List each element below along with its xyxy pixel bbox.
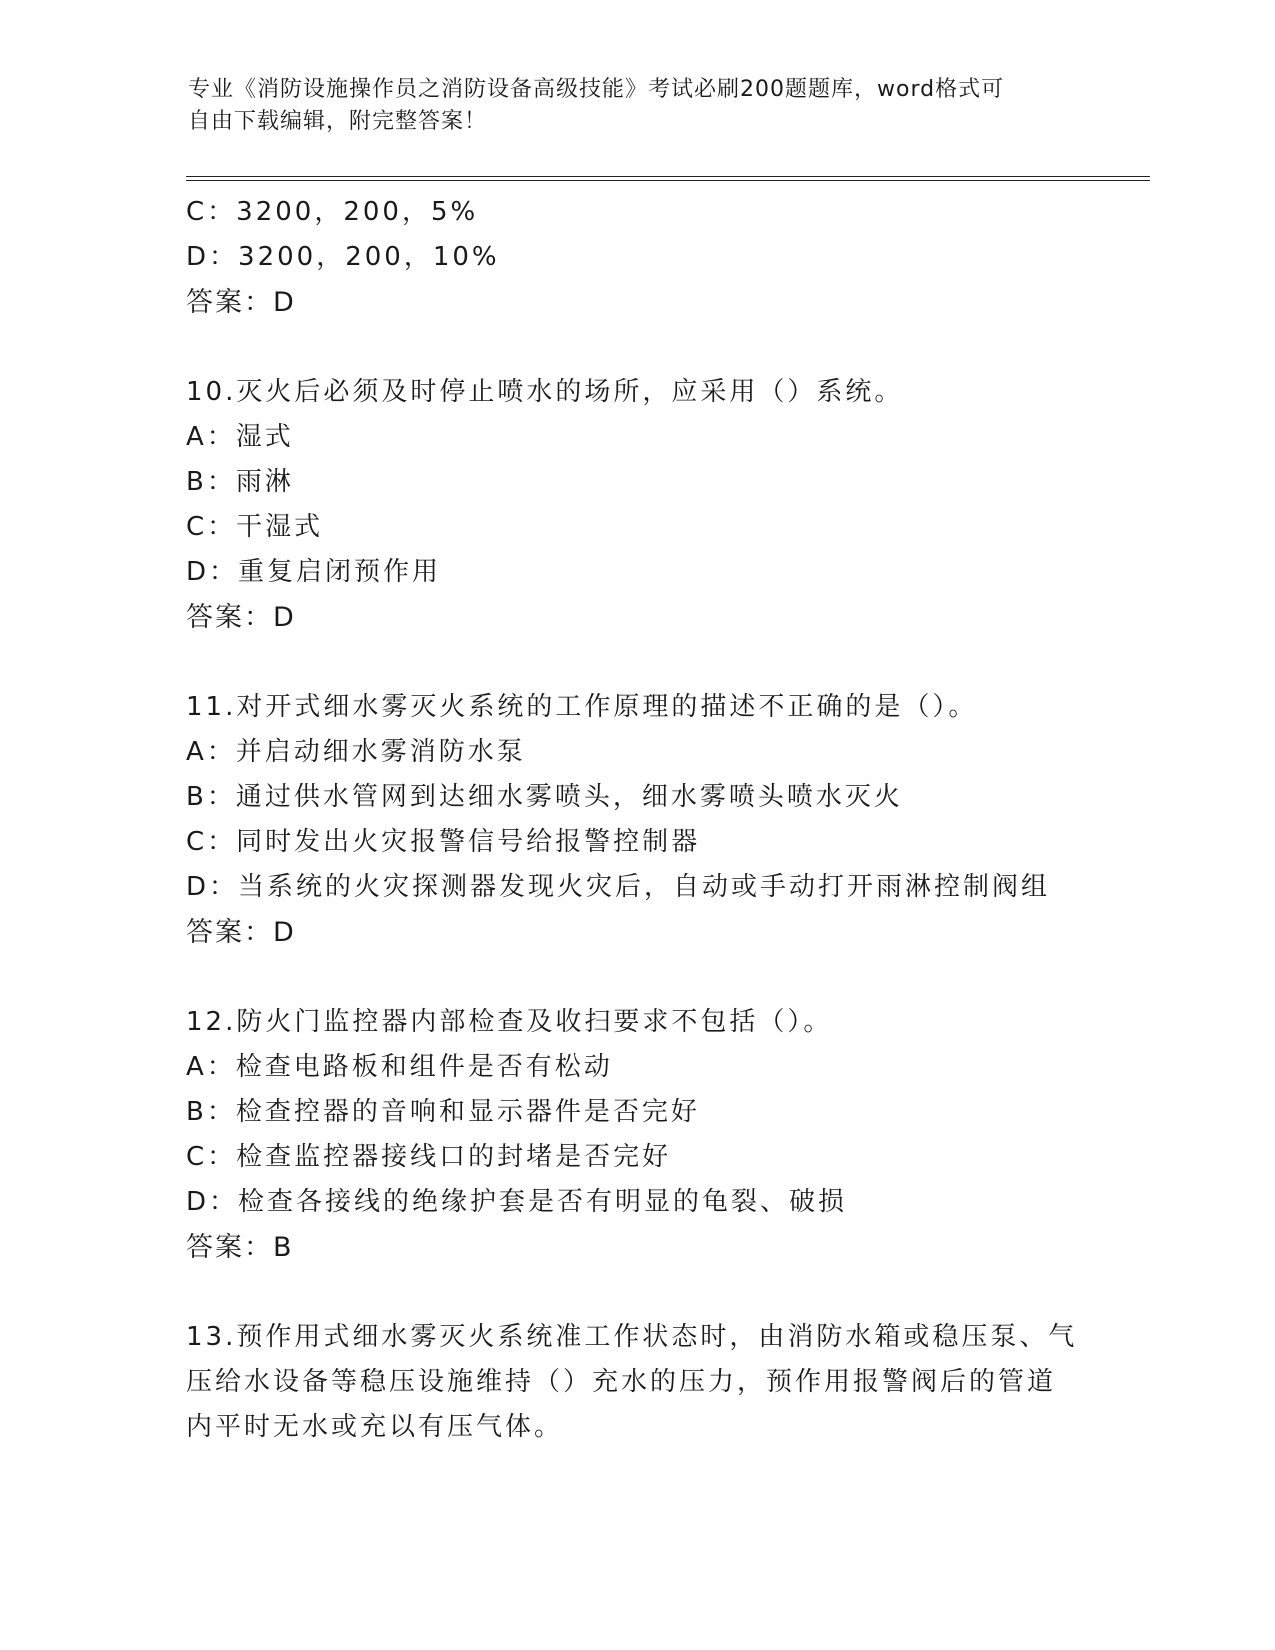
question-stem: 10.灭火后必须及时停止喷水的场所，应采用（）系统。 — [186, 377, 904, 407]
question-11 — [186, 685, 1086, 955]
document-body — [186, 190, 1086, 1450]
option-a: A：检查电路板和组件是否有松动 — [186, 1052, 613, 1082]
option-c: C：检查监控器接线口的封堵是否完好 — [186, 1142, 672, 1172]
spacer — [186, 325, 1086, 370]
answer-line: 答案：D — [186, 602, 296, 633]
header-divider-top — [186, 176, 1150, 177]
header-title-line-2: 自由下载编辑，附完整答案！ — [188, 109, 488, 134]
option-d: D：3200，200，10% — [186, 242, 500, 272]
prev-question — [186, 190, 1086, 325]
question-stem-line-2: 压给水设备等稳压设施维持（）充水的压力，预作用报警阀后的管道 — [186, 1367, 1057, 1397]
option-b: B：通过供水管网到达细水雾喷头，细水雾喷头喷水灭火 — [186, 782, 903, 812]
option-d: D：重复启闭预作用 — [186, 557, 442, 587]
header-title-line-1: 专业《消防设施操作员之消防设备高级技能》考试必刷200题题库，word格式可 — [188, 77, 1005, 102]
answer-line: 答案：D — [186, 287, 296, 318]
page-header — [188, 74, 1068, 138]
question-10 — [186, 370, 1086, 640]
option-c: C：同时发出火灾报警信号给报警控制器 — [186, 827, 701, 857]
question-13 — [186, 1315, 1086, 1450]
option-b: B：雨淋 — [186, 467, 294, 497]
spacer — [186, 955, 1086, 1000]
option-d: D：当系统的火灾探测器发现火灾后，自动或手动打开雨淋控制阀组 — [186, 872, 1051, 902]
spacer — [186, 1270, 1086, 1315]
header-divider-bottom — [186, 180, 1150, 181]
question-12 — [186, 1000, 1086, 1270]
question-stem-line-3: 内平时无水或充以有压气体。 — [186, 1412, 564, 1442]
option-c: C：干湿式 — [186, 512, 324, 542]
option-c: C：3200，200，5% — [186, 197, 479, 227]
spacer — [186, 640, 1086, 685]
question-stem-line-1: 13.预作用式细水雾灭火系统准工作状态时，由消防水箱或稳压泵、气 — [186, 1322, 1078, 1352]
option-b: B：检查控器的音响和显示器件是否完好 — [186, 1097, 700, 1127]
answer-line: 答案：D — [186, 917, 296, 948]
option-a: A：并启动细水雾消防水泵 — [186, 737, 526, 767]
option-a: A：湿式 — [186, 422, 294, 452]
question-stem: 12.防火门监控器内部检查及收扫要求不包括（）。 — [186, 1007, 833, 1037]
question-stem: 11.对开式细水雾灭火系统的工作原理的描述不正确的是（）。 — [186, 692, 978, 722]
option-d: D：检查各接线的绝缘护套是否有明显的龟裂、破损 — [186, 1187, 848, 1217]
answer-line: 答案：B — [186, 1232, 294, 1263]
